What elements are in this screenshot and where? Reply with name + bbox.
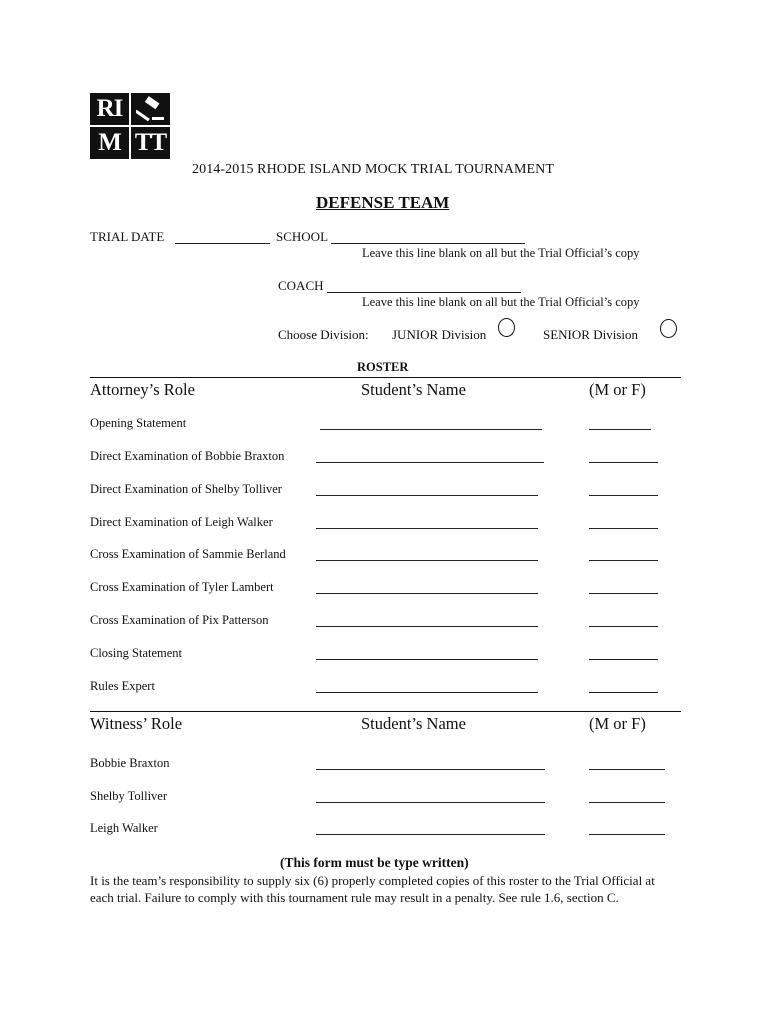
attorney-name-header: Student’s Name	[361, 380, 466, 399]
witness-divider	[90, 711, 681, 712]
attorney-role-row: Rules Expert	[90, 679, 155, 693]
witness-name-field[interactable]	[316, 802, 545, 803]
attorney-gender-field[interactable]	[589, 560, 658, 561]
school-label: SCHOOL	[276, 229, 329, 244]
roster-title: ROSTER	[357, 360, 409, 374]
rimtt-logo	[90, 93, 170, 159]
attorney-name-field[interactable]	[316, 495, 538, 496]
attorney-name-field[interactable]	[316, 692, 538, 693]
trial-date-label: TRIAL DATE	[90, 229, 165, 244]
attorney-role-row: Cross Examination of Sammie Berland	[90, 547, 286, 561]
coach-note: Leave this line blank on all but the Trial Official’s copy	[362, 295, 640, 309]
attorney-role-row: Opening Statement	[90, 416, 187, 430]
tournament-title: 2014-2015 RHODE ISLAND MOCK TRIAL TOURNAMENT	[192, 162, 555, 177]
division-label: Choose Division:	[278, 327, 369, 342]
attorney-role-row: Cross Examination of Pix Patterson	[90, 613, 269, 627]
roster-divider-top	[90, 377, 681, 378]
school-field[interactable]	[331, 243, 525, 244]
coach-label: COACH	[278, 278, 324, 293]
witness-role-row: Bobbie Braxton	[90, 756, 170, 770]
witness-gender-header: (M or F)	[589, 714, 646, 733]
gavel-icon-svg	[136, 96, 166, 122]
instructions-text: It is the team’s responsibility to supply six (6) properly completed copies of this roster to the Trial Official at each trial. Failure to comply with this tournament rule may result in a penalty. See rule 1.6, section C.	[90, 873, 655, 905]
attorney-gender-field[interactable]	[589, 659, 658, 660]
attorney-gender-field[interactable]	[589, 462, 658, 463]
school-note: Leave this line blank on all but the Trial Official’s copy	[362, 246, 640, 260]
witness-role-header: Witness’ Role	[90, 714, 183, 733]
witness-gender-field[interactable]	[589, 802, 665, 803]
senior-radio[interactable]	[660, 319, 677, 338]
witness-role-row: Leigh Walker	[90, 821, 158, 835]
attorney-role-row: Cross Examination of Tyler Lambert	[90, 580, 274, 594]
attorney-name-field[interactable]	[316, 462, 544, 463]
attorney-gender-header: (M or F)	[589, 380, 646, 399]
attorney-role-row: Direct Examination of Shelby Tolliver	[90, 482, 282, 496]
attorney-gender-field[interactable]	[589, 528, 658, 529]
witness-name-field[interactable]	[316, 769, 545, 770]
type-written-note: (This form must be type written)	[280, 855, 469, 870]
trial-date-field[interactable]	[175, 243, 270, 244]
witness-gender-field[interactable]	[589, 769, 665, 770]
attorney-gender-field[interactable]	[589, 692, 658, 693]
attorney-role-row: Direct Examination of Leigh Walker	[90, 515, 273, 529]
attorney-role-row: Closing Statement	[90, 646, 183, 660]
attorney-gender-field[interactable]	[589, 593, 658, 594]
attorney-name-field[interactable]	[316, 560, 538, 561]
logo-cell-ri: RI	[90, 93, 129, 125]
gavel-icon	[131, 93, 170, 125]
attorney-gender-field[interactable]	[589, 429, 651, 430]
witness-role-row: Shelby Tolliver	[90, 789, 168, 803]
attorney-role-row: Direct Examination of Bobbie Braxton	[90, 449, 285, 463]
attorney-name-field[interactable]	[316, 528, 538, 529]
junior-radio[interactable]	[498, 318, 515, 337]
attorney-gender-field[interactable]	[589, 626, 658, 627]
logo-cell-tt: TT	[131, 127, 170, 159]
logo-cell-m: M	[90, 127, 129, 159]
team-title: DEFENSE TEAM	[316, 193, 450, 212]
witness-gender-field[interactable]	[589, 834, 665, 835]
witness-name-field[interactable]	[316, 834, 545, 835]
attorney-name-field[interactable]	[316, 593, 538, 594]
attorney-name-field[interactable]	[320, 429, 542, 430]
attorney-gender-field[interactable]	[589, 495, 658, 496]
attorney-name-field[interactable]	[316, 626, 538, 627]
witness-name-header: Student’s Name	[361, 714, 466, 733]
attorney-role-header: Attorney’s Role	[90, 380, 195, 399]
attorney-name-field[interactable]	[316, 659, 538, 660]
coach-field[interactable]	[327, 292, 521, 293]
senior-label: SENIOR Division	[543, 327, 638, 342]
junior-label: JUNIOR Division	[392, 327, 487, 342]
